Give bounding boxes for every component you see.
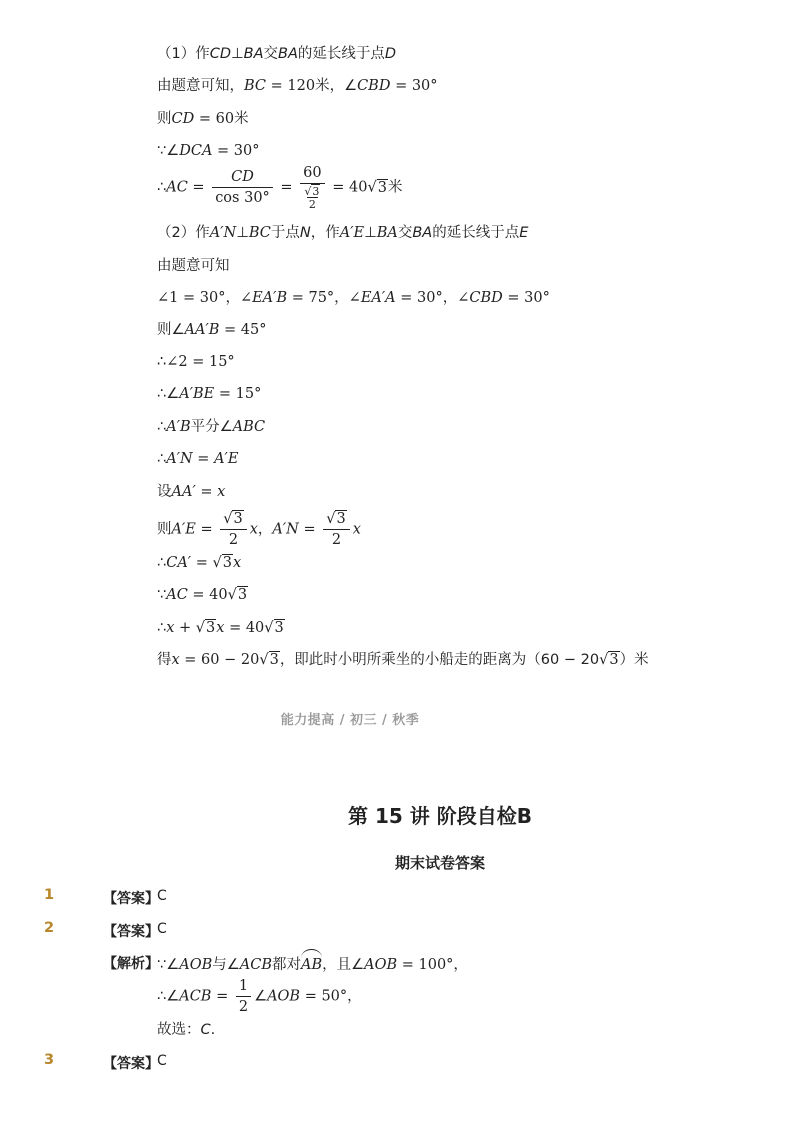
question-number-2: 2 (44, 920, 55, 936)
analysis-line-3: 故选：C. (157, 1022, 216, 1038)
solution-line-4: ∵∠DCA = 30° (157, 143, 260, 159)
fraction-cd-over-cos30: $\frac{CD}{\cos 30^\circ}$ (212, 168, 273, 207)
section-subtitle: 期末试卷答案 (394, 854, 485, 872)
fraction-sqrt3-over-2-b: $\frac{√3}{2}$ (323, 510, 349, 549)
solution-line-13: ∴A′N = A′E (157, 451, 239, 467)
fraction-sqrt3-over-2: $\frac{√3}{2}$ (220, 510, 246, 549)
question-number-1: 1 (44, 887, 55, 903)
solution-line-14: 设AA′ = x (157, 484, 226, 500)
question-number-3: 3 (44, 1052, 55, 1068)
answer-tag-3: 【答案】 (103, 1056, 159, 1072)
solution-line-3: 则CD = 60米 (157, 111, 249, 127)
answer-value-1: C (157, 888, 167, 904)
solution-line-2: 由题意可知，BC = 120米，∠CBD = 30° (157, 78, 438, 94)
answer-tag-1: 【答案】 (103, 891, 159, 907)
solution-line-12: ∴A′B平分∠ABC (157, 419, 266, 435)
analysis-tag-2: 【解析】 (103, 956, 159, 972)
solution-line-19: 得x = 60 − 20√3，即此时小明所乘坐的小船走的距离为（60 − 20√3）米 (157, 652, 649, 668)
answer-value-3: C (157, 1053, 167, 1069)
analysis-line-1: ∵∠AOB与∠ACB都对AB，且∠AOB = 100°， (157, 951, 468, 975)
section-title: 第 15 讲 阶段自检B (348, 804, 532, 828)
solution-line-10: ∴∠2 = 15° (157, 354, 235, 370)
answer-tag-2: 【答案】 (103, 924, 159, 940)
fraction-one-half: $\frac{1}{2}$ (236, 977, 251, 1016)
solution-line-11: ∴∠A′BE = 15° (157, 386, 262, 402)
solution-line-17: ∵AC = 40√3 (157, 587, 248, 603)
arc-ab: AB (301, 951, 322, 975)
solution-line-5: ∴AC = $\frac{CD}{\cos 30^\circ}$ = 60 √3 2 = 40√3米 (157, 165, 403, 211)
solution-line-1: （1）作CD⊥BA交BA的延长线于点D (157, 46, 397, 62)
solution-line-15: 则A′E = $\frac{√3}{2}$ x，A′N = $\frac{√3}{2}$ x (157, 511, 361, 548)
solution-line-9: 则∠AA′B = 45° (157, 322, 267, 338)
answer-value-2: C (157, 921, 167, 937)
solution-line-8: ∠1 = 30°，∠EA′B = 75°，∠EA′A = 30°，∠CBD = 30° (157, 290, 550, 306)
analysis-line-2: ∴∠ACB = $\frac{1}{2}$ ∠AOB = 50°， (157, 978, 362, 1015)
fraction-60-over-sqrt3-half: 60 √3 2 (300, 164, 324, 211)
solution-line-16: ∴CA′ = √3x (157, 555, 242, 571)
solution-line-7: 由题意可知 (157, 258, 230, 274)
solution-line-6: （2）作A′N⊥BC于点N，作A′E⊥BA交BA的延长线于点E (157, 225, 529, 241)
page-footer: 能力提高 / 初三 / 秋季 (280, 713, 420, 728)
solution-line-18: ∴x + √3x = 40√3 (157, 620, 284, 636)
